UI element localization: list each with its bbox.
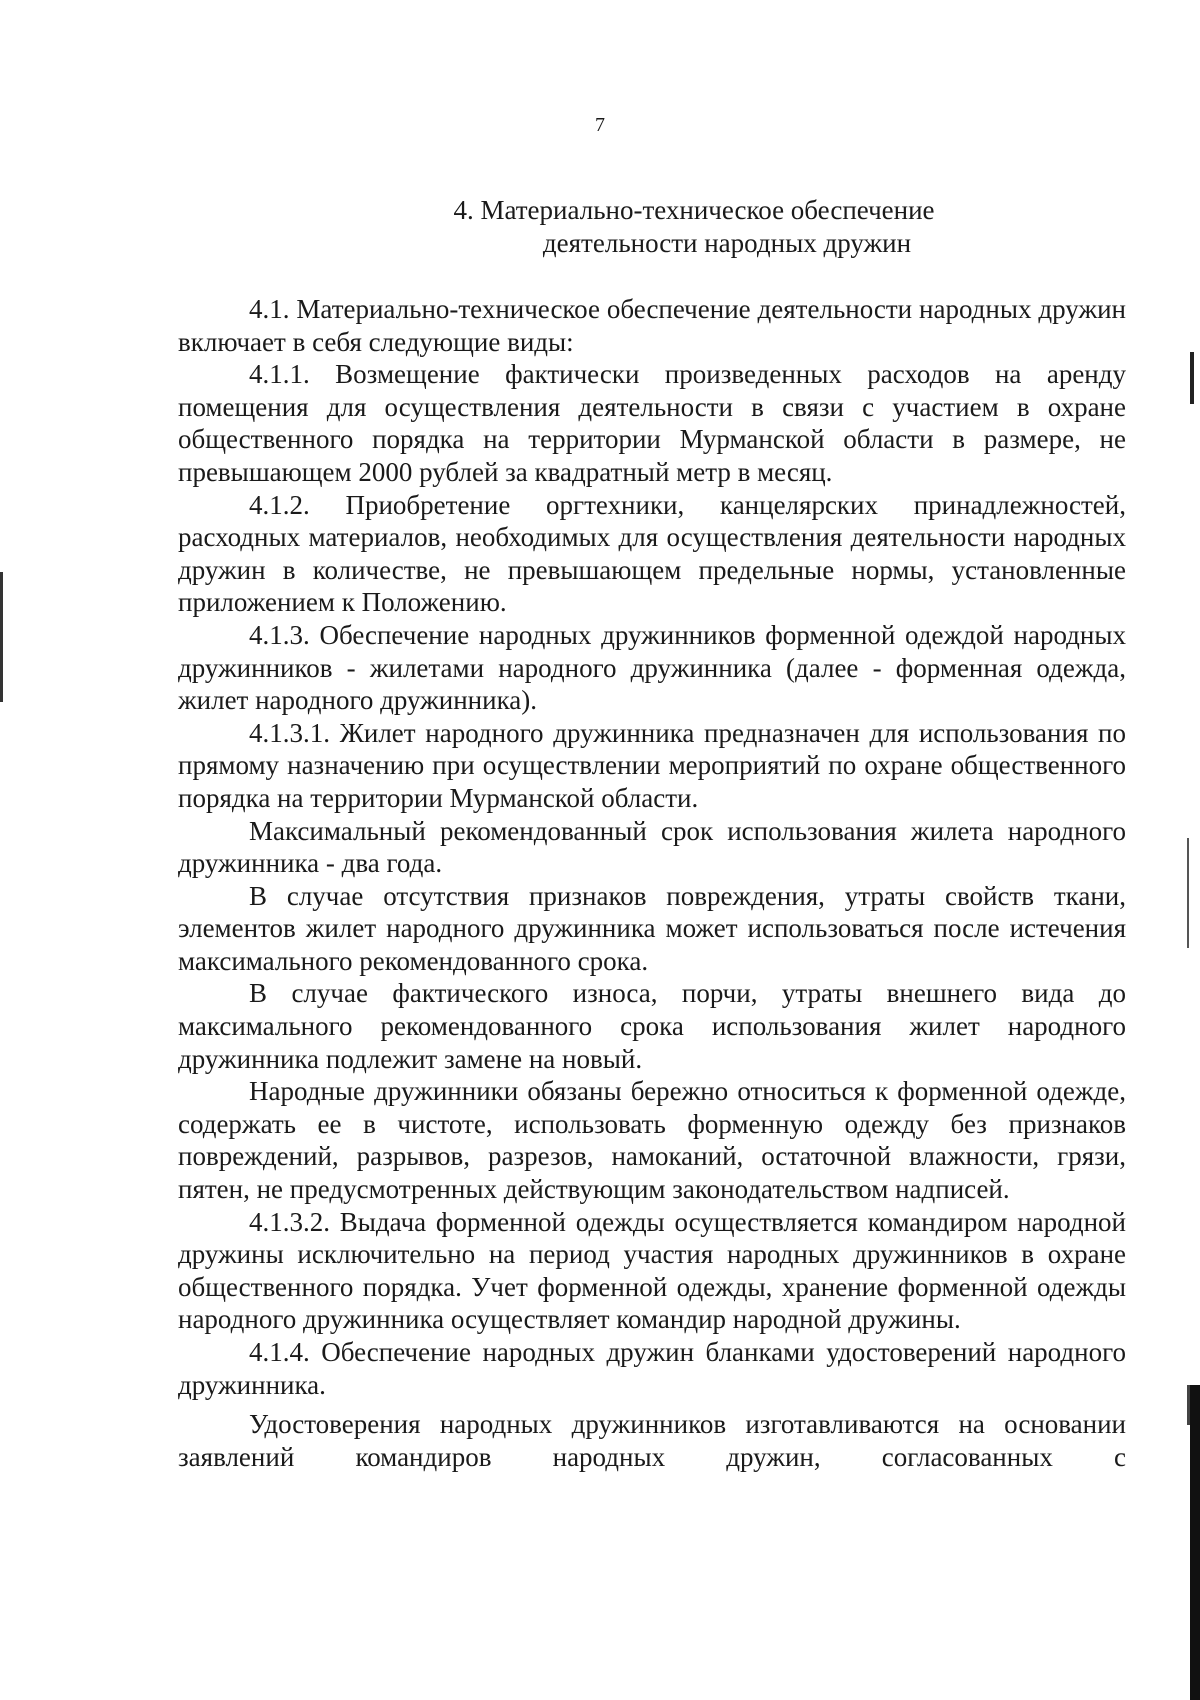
scan-edge-shadow (1190, 1385, 1200, 1700)
paragraph-4-1-3-1: 4.1.3.1. Жилет народного дружинника предназначен для использования по прямому назначению при осуществлении мероприятий по охране общественного порядка на территории Мурманской области. (178, 717, 1126, 813)
paragraph-wear: В случае фактического износа, порчи, утраты внешнего вида до максимального рекомендованного срока использования жилет народного дружинника подлежит замене на новый. (178, 978, 1126, 1074)
paragraph-certificates: Удостоверения народных дружинников изготавливаются на основании заявлений командиров народных дружин, согласованных с (178, 1409, 1126, 1472)
paragraph-4-1-2: 4.1.2. Приобретение оргтехники, канцелярских принадлежностей, расходных материалов, необходимых для осуществления деятельности народных дружин в количестве, не превышающем предельные нормы, установленные приложением к Положению. (178, 489, 1126, 618)
paragraph-4-1-4: 4.1.4. Обеспечение народных дружин бланками удостоверений народного дружинника. (178, 1337, 1126, 1400)
scan-edge-shadow (1187, 1385, 1190, 1425)
paragraph-no-damage: В случае отсутствия признаков повреждения, утраты свойств ткани, элементов жилет народного дружинника может использоваться после истечения максимального рекомендованного срока. (178, 880, 1126, 976)
paragraph-4-1-3-2: 4.1.3.2. Выдача форменной одежды осуществляется командиром народной дружины исключительно на период участия народных дружинников в охране общественного порядка. Учет форменной одежды, хранение форменной одежды народного дружинника осуществляет командир народной дружины. (178, 1206, 1126, 1335)
page-number: 7 (595, 114, 605, 136)
paragraph-max-term: Максимальный рекомендованный срок использования жилета народного дружинника - два года. (178, 815, 1126, 879)
section-heading-line-2: деятельности народных дружин (542, 228, 912, 258)
scan-margin-mark (1187, 838, 1189, 948)
section-heading (178, 194, 1126, 260)
paragraph-4-1-3: 4.1.3. Обеспечение народных дружинников форменной одеждой народных дружинников - жилетами народного дружинника (далее - форменная одежда, жилет народного дружинника). (178, 619, 1126, 716)
paragraph-4-1: 4.1. Материально-техническое обеспечение деятельности народных дружин включает в себя следующие виды: (178, 294, 1126, 357)
section-heading-line-1: 4. Материально-техническое обеспечение (453, 195, 935, 225)
scan-margin-mark (0, 572, 3, 702)
scan-margin-mark (1190, 352, 1194, 404)
document-body (178, 293, 1126, 1473)
paragraph-4-1-1: 4.1.1. Возмещение фактически произведенных расходов на аренду помещения для осуществления деятельности в связи с участием в охране общественного порядка на территории Мурманской области в размере, не превышающем 2000 рублей за квадратный метр в месяц. (178, 359, 1126, 487)
paragraph-care-duties: Народные дружинники обязаны бережно относиться к форменной одежде, содержать ее в чистоте, использовать форменную одежду без признаков повреждений, разрывов, разрезов, намоканий, остаточной влажности, грязи, пятен, не предусмотренных действующим законодательством надписей. (178, 1076, 1126, 1205)
